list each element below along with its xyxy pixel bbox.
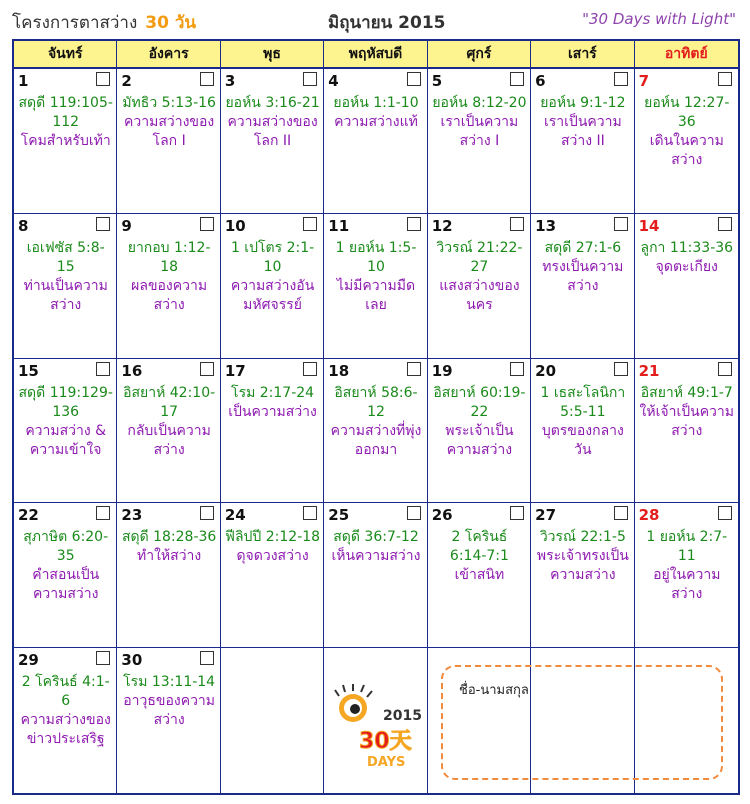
weekday-mon: จันทร์ (14, 41, 117, 69)
day-cell (635, 359, 738, 504)
done-checkbox[interactable] (407, 506, 421, 520)
done-checkbox[interactable] (200, 217, 214, 231)
day-cell (221, 214, 324, 359)
weekday-fri: ศุกร์ (428, 41, 531, 69)
done-checkbox[interactable] (614, 217, 628, 231)
empty-cell (221, 648, 324, 793)
scripture-reference: 1 ยอห์น 2:7-11 (646, 529, 728, 565)
day-cell (221, 359, 324, 504)
scripture-reference: 2 โครินธ์ 4:1-6 (21, 674, 110, 710)
reading-topic: จุดตะเกียง (655, 258, 718, 275)
day-number: 4 (328, 72, 339, 90)
reading-topic: ความสว่างแท้ (334, 114, 418, 130)
day-number: 25 (328, 506, 350, 525)
scripture-reference: สดุดี 119:105-112 (18, 95, 113, 130)
done-checkbox[interactable] (96, 651, 110, 665)
name-label: ชื่อ-นามสกุล (459, 683, 529, 698)
done-checkbox[interactable] (510, 362, 524, 376)
day-number: 27 (535, 506, 557, 525)
done-checkbox[interactable] (510, 72, 524, 86)
scripture-reference: สดุดี 27:1-6 (544, 239, 622, 256)
done-checkbox[interactable] (303, 72, 317, 86)
reading-topic: เดินในความสว่าง (649, 133, 724, 168)
done-checkbox[interactable] (718, 217, 732, 231)
done-checkbox[interactable] (407, 217, 421, 231)
done-checkbox[interactable] (614, 362, 628, 376)
scripture-reference: โรม 13:11-14 (123, 674, 216, 691)
day-number: 12 (431, 216, 453, 235)
day-cell (428, 214, 531, 359)
day-number: 16 (121, 361, 143, 380)
day-cell (324, 503, 427, 648)
day-number: 3 (224, 72, 236, 90)
done-checkbox[interactable] (200, 651, 214, 665)
day-number: 14 (638, 216, 660, 235)
scripture-reference: โรม 2:17-24 (231, 384, 315, 401)
done-checkbox[interactable] (96, 72, 110, 86)
weekday-thu: พฤหัสบดี (324, 41, 427, 69)
reading-topic: เข้าสนิท (454, 567, 505, 584)
reading-topic: ดุจดวงสว่าง (236, 548, 309, 565)
done-checkbox[interactable] (510, 217, 524, 231)
done-checkbox[interactable] (407, 362, 421, 376)
day-cell (221, 69, 324, 214)
day-number: 10 (224, 216, 246, 235)
day-number: 8 (18, 216, 29, 235)
reading-topic: พระเจ้าทรงเป็นความสว่าง (536, 548, 629, 584)
weekday-sun: อาทิตย์ (635, 41, 738, 69)
day-number: 19 (431, 361, 453, 380)
done-checkbox[interactable] (303, 362, 317, 376)
scripture-reference: สดุดี 36:7-12 (333, 529, 419, 546)
day-number: 29 (18, 651, 39, 670)
scripture-reference: ยอห์น 8:12-20 (432, 95, 527, 111)
project-duration: 30 วัน (145, 13, 197, 33)
scripture-reference: อิสยาห์ 49:1-7 (640, 384, 733, 401)
day-number: 22 (18, 506, 39, 525)
scripture-reference: สดุดี 18:28-36 (121, 529, 217, 546)
day-cell (531, 69, 634, 214)
done-checkbox[interactable] (200, 506, 214, 520)
done-checkbox[interactable] (200, 362, 214, 376)
done-checkbox[interactable] (303, 506, 317, 520)
day-cell (324, 359, 427, 504)
scripture-reference: เอเฟซัส 5:8-15 (26, 239, 105, 275)
day-cell (221, 503, 324, 648)
day-cell (428, 503, 531, 648)
scripture-reference: 1 เธสะโลนิกา 5:5-11 (540, 384, 626, 420)
day-cell (531, 503, 634, 648)
day-cell (531, 214, 634, 359)
reading-topic: ทำให้สว่าง (137, 548, 202, 565)
scripture-reference: ยอห์น 3:16-21 (225, 95, 320, 111)
scripture-reference: ยอห์น 1:1-10 (333, 95, 419, 111)
logo-year: 2015 (383, 708, 422, 724)
day-number: 7 (638, 72, 649, 90)
day-number: 9 (121, 216, 132, 235)
day-number: 28 (638, 506, 660, 525)
reading-topic: เห็นความสว่าง (331, 548, 421, 565)
scripture-reference: มัทธิว 5:13-16 (122, 95, 216, 111)
scripture-reference: อิสยาห์ 42:10-17 (123, 384, 216, 420)
scripture-reference: ยอห์น 12:27-36 (644, 95, 730, 130)
day-cell (531, 359, 634, 504)
project-logo (331, 676, 427, 772)
reading-topic: ไม่มีความมืดเลย (336, 277, 416, 313)
done-checkbox[interactable] (718, 362, 732, 376)
logo-30: 30天 (359, 729, 412, 754)
reading-topic: บุตรของกลางวัน (541, 422, 624, 458)
reading-topic: ความสว่างที่พุ่งออกมา (330, 422, 422, 458)
reading-topic: ความสว่างของโลก II (227, 114, 318, 149)
day-number: 23 (121, 506, 143, 525)
day-number: 2 (121, 72, 132, 90)
reading-topic: แสงสว่างของนคร (439, 277, 520, 313)
scripture-reference: 1 เปโตร 2:1-10 (230, 239, 315, 275)
day-number: 5 (431, 72, 443, 90)
day-cell (117, 648, 220, 793)
day-cell (324, 214, 427, 359)
reading-topic: อาวุธของความสว่าง (123, 693, 216, 729)
day-cell (428, 69, 531, 214)
day-number: 20 (535, 361, 557, 380)
done-checkbox[interactable] (407, 72, 421, 86)
day-number: 21 (638, 361, 660, 380)
done-checkbox[interactable] (200, 72, 214, 86)
reading-topic: ความสว่างอันมหัศจรรย์ (230, 277, 315, 313)
month-title: มิถุนายน 2015 (328, 13, 446, 33)
day-number: 18 (328, 361, 350, 380)
done-checkbox[interactable] (510, 506, 524, 520)
done-checkbox[interactable] (718, 72, 732, 86)
scripture-reference: วิวรณ์ 22:1-5 (539, 529, 626, 546)
day-cell (117, 503, 220, 648)
scripture-reference: 1 ยอห์น 1:5-10 (335, 239, 417, 275)
project-title: โครงการตาสว่าง (12, 13, 138, 33)
scripture-reference: อิสยาห์ 58:6-12 (334, 384, 418, 420)
name-field-box[interactable] (441, 665, 723, 780)
day-number: 17 (224, 361, 246, 380)
weekday-wed: พุธ (221, 41, 324, 69)
reading-topic: พระเจ้าเป็นความสว่าง (445, 422, 514, 458)
day-cell (117, 69, 220, 214)
reading-topic: เราเป็นความสว่าง II (543, 114, 622, 149)
day-cell (635, 503, 738, 648)
reading-topic: โคมสำหรับเท้า (20, 133, 111, 149)
scripture-reference: อิสยาห์ 60:19-22 (433, 384, 526, 420)
scripture-reference: สุภาษิต 6:20-35 (23, 529, 109, 565)
day-cell (14, 359, 117, 504)
done-checkbox[interactable] (96, 362, 110, 376)
day-cell (117, 359, 220, 504)
day-cell (14, 648, 117, 793)
reading-topic: ทรงเป็นความสว่าง (542, 258, 624, 294)
scripture-reference: สดุดี 119:129-136 (18, 384, 113, 420)
day-cell (635, 214, 738, 359)
weekday-sat: เสาร์ (531, 41, 634, 69)
scripture-reference: ฟีลิปปี 2:12-18 (225, 529, 321, 546)
reading-topic: คำสอนเป็นความสว่าง (32, 567, 100, 603)
eye-icon (335, 684, 372, 722)
reading-topic: เราเป็นความสว่าง I (440, 114, 519, 149)
done-checkbox[interactable] (303, 217, 317, 231)
logo-days: DAYS (367, 755, 406, 770)
done-checkbox[interactable] (96, 506, 110, 520)
done-checkbox[interactable] (718, 506, 732, 520)
reading-topic: อยู่ในความสว่าง (653, 567, 721, 603)
reading-topic: ความสว่างของข่าวประเสริฐ (20, 712, 111, 748)
reading-topic: ท่านเป็นความสว่าง (23, 277, 108, 313)
header-title (12, 9, 196, 36)
reading-topic: เป็นความสว่าง (228, 403, 317, 420)
done-checkbox[interactable] (614, 72, 628, 86)
scripture-reference: ลูกา 11:33-36 (640, 239, 734, 256)
day-number: 24 (224, 506, 246, 525)
day-number: 6 (535, 72, 546, 90)
day-cell (14, 214, 117, 359)
day-number: 15 (18, 361, 39, 380)
reading-topic: กลับเป็นความสว่าง (127, 422, 211, 458)
scripture-reference: วิวรณ์ 21:22-27 (436, 239, 523, 275)
day-cell (324, 69, 427, 214)
weekday-tue: อังคาร (117, 41, 220, 69)
day-number: 13 (535, 216, 557, 235)
slogan: "30 Days with Light" (582, 10, 736, 28)
day-cell (428, 359, 531, 504)
reading-topic: ผลของความสว่าง (131, 277, 208, 313)
day-number: 26 (431, 506, 453, 525)
day-cell (635, 69, 738, 214)
reading-topic: ความสว่าง & ความเข้าใจ (25, 422, 107, 458)
day-cell (14, 503, 117, 648)
day-number: 30 (121, 651, 143, 670)
scripture-reference: 2 โครินธ์ 6:14-7:1 (449, 529, 509, 565)
done-checkbox[interactable] (614, 506, 628, 520)
day-number: 1 (18, 72, 29, 90)
reading-topic: ให้เจ้าเป็นความสว่าง (639, 403, 735, 439)
day-number: 11 (328, 216, 350, 235)
day-cell (14, 69, 117, 214)
reading-topic: ความสว่างของโลก I (124, 114, 215, 149)
scripture-reference: ยากอบ 1:12-18 (127, 239, 211, 275)
done-checkbox[interactable] (96, 217, 110, 231)
scripture-reference: ยอห์น 9:1-12 (540, 95, 626, 111)
day-cell (117, 214, 220, 359)
